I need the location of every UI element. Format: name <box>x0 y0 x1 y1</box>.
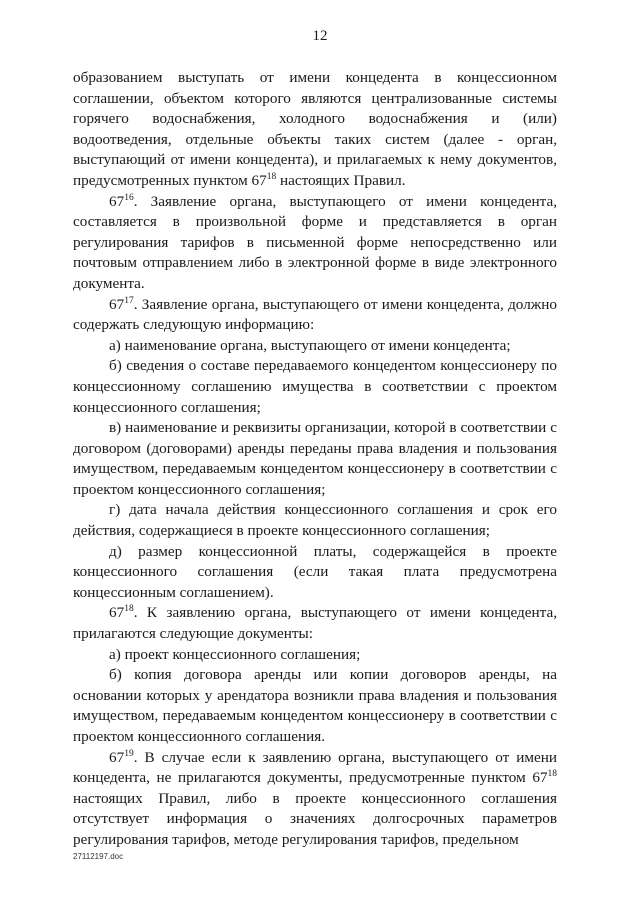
clause-number: 67 <box>109 748 125 766</box>
document-body <box>73 68 557 851</box>
document-filename: 27112197.doc <box>73 852 124 861</box>
list-item-d: д) размер концессионной платы, содержащейся в проекте концессионного соглашения (если такая плата предусмотрена концессионным соглашением). <box>73 542 557 601</box>
paragraph-continuation: образованием выступать от имени концедента в концессионном соглашении, объектом которого являются централизованные системы горячего водоснабжения, холодного водоснабжения и (или) водоотведения, отдельные объекты таких систем (далее - орган, выступающий от имени концедента), и прилагаемых к нему документов, предусмотренных пунктом $67^{18}$ настоящих Правил. <box>73 69 557 189</box>
paragraph-67-16: $67^{16}$. Заявление органа, выступающего от имени концедента, составляется в произвольной форме и представляется в орган регулирования тарифов в письменной форме непосредственно или почтовым отправлением либо в электронной форме в виде электронного документа. <box>73 192 557 292</box>
clause-number: 67 <box>109 192 125 210</box>
list-item-b-documents: б) копия договора аренды или копии договоров аренды, на основании которых у арендатора возникли права владения и пользования имуществом, передаваемым концедентом концессионеру в соответствии с проектом концессионного соглашения. <box>73 666 557 745</box>
paragraph-67-18: $67^{18}$. К заявлению органа, выступающего от имени концедента, прилагаются следующие документы: <box>73 604 557 643</box>
list-item-v: в) наименование и реквизиты организации, которой в соответствии с договором (договорами) аренды переданы права владения и пользования имуществом, передаваемым концедентом концессионеру в соответствии с проектом концессионного соглашения; <box>73 419 557 498</box>
list-item-g: г) дата начала действия концессионного соглашения и срок его действия, содержащиеся в проекте концессионного соглашения; <box>73 501 557 540</box>
clause-number: 67 <box>109 295 125 313</box>
paragraph-67-19: $67^{19}$. В случае если к заявлению органа, выступающего от имени концедента, не прилагаются документы, предусмотренные пунктом $67^{18}$ настоящих Правил, либо в проекте концессионного соглашения отсутствует информация о значениях долгосрочных параметров регулирования тарифов, методе регулирования тарифов, предельном <box>73 748 557 848</box>
paragraph-67-17: $67^{17}$. Заявление органа, выступающего от имени концедента, должно содержать следующую информацию: <box>73 295 557 334</box>
clause-number: 67 <box>109 604 125 622</box>
page-number: 12 <box>312 28 328 44</box>
list-item-a-documents: а) проект концессионного соглашения; <box>109 645 361 663</box>
list-item-b: б) сведения о составе передаваемого концедентом концессионеру по концессионному соглашению имущества в соответствии с проектом концессионного соглашения; <box>73 357 557 416</box>
list-item-a: а) наименование органа, выступающего от имени концедента; <box>109 336 511 354</box>
